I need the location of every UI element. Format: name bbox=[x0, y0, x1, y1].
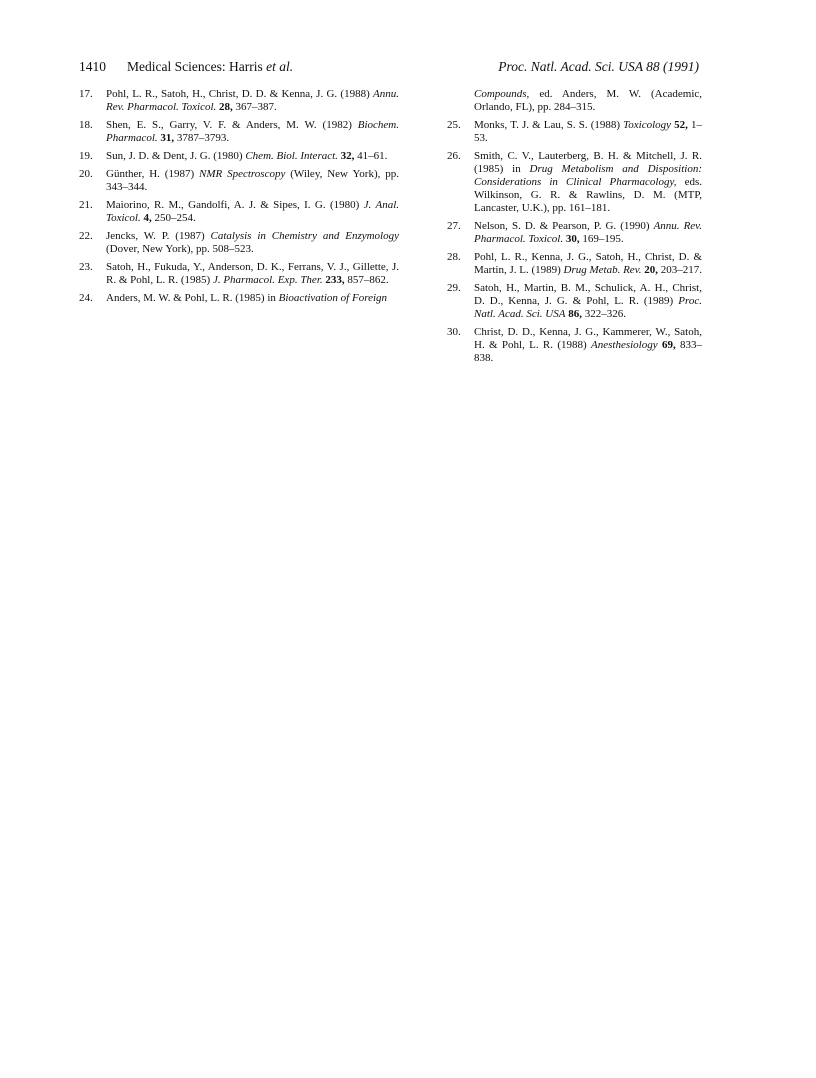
reference-journal: J. Pharmacol. Exp. Ther. bbox=[212, 274, 323, 286]
reference-authors: Anders, M. W. & Pohl, L. R. (1985) in bbox=[106, 292, 276, 304]
reference-pages: 322–326. bbox=[584, 308, 626, 320]
reference-item bbox=[447, 119, 702, 145]
reference-authors: Günther, H. (1987) bbox=[106, 168, 195, 180]
reference-journal: Bioactivation of Foreign bbox=[278, 292, 388, 304]
reference-pages: 833–838. bbox=[474, 339, 703, 364]
reference-volume: 69, bbox=[661, 339, 676, 351]
reference-volume: 233, bbox=[325, 274, 345, 286]
reference-pages: 857–862. bbox=[347, 274, 389, 286]
reference-item bbox=[79, 119, 399, 145]
reference-authors: Satoh, H., Fukuda, Y., Anderson, D. K., Ferrans, V. J., Gillette, J. R. & Pohl, L. R. (1985) bbox=[106, 261, 399, 286]
et-al: et al. bbox=[266, 59, 294, 74]
reference-authors: Sun, J. D. & Dent, J. G. (1980) bbox=[106, 150, 243, 162]
reference-pages: 169–195. bbox=[582, 233, 624, 245]
reference-item bbox=[79, 261, 399, 287]
reference-journal: J. Anal. Toxicol. bbox=[106, 199, 399, 224]
reference-item bbox=[79, 168, 399, 194]
journal-citation: Proc. Natl. Acad. Sci. USA 88 (1991) bbox=[498, 59, 699, 74]
reference-volume: 86, bbox=[568, 308, 582, 320]
reference-number: 25. bbox=[447, 119, 461, 131]
reference-item bbox=[79, 230, 399, 256]
section-label: Medical Sciences: Harris bbox=[127, 59, 263, 74]
reference-authors: Shen, E. S., Garry, V. F. & Anders, M. W. (1982) bbox=[106, 119, 352, 131]
reference-pages: (Dover, New York), pp. 508–523. bbox=[106, 243, 254, 255]
reference-number: 23. bbox=[79, 261, 93, 273]
reference-journal: Annu. Rev. Pharmacol. Toxicol. bbox=[474, 220, 703, 245]
references-right-column bbox=[447, 88, 702, 370]
reference-journal: Anesthesiology bbox=[591, 339, 658, 351]
reference-item bbox=[79, 292, 399, 305]
reference-item bbox=[447, 251, 702, 277]
reference-authors: Satoh, H., Martin, B. M., Schulick, A. H., Christ, D. D., Kenna, J. G. & Pohl, L. R. (1989) bbox=[474, 282, 702, 307]
reference-item bbox=[79, 88, 399, 114]
reference-volume: 52, bbox=[674, 119, 688, 131]
reference-authors: Christ, D. D., Kenna, J. G., Kammerer, W., Satoh, H. & Pohl, L. R. (1988) bbox=[474, 326, 702, 351]
reference-pages: 250–254. bbox=[154, 212, 196, 224]
reference-number: 18. bbox=[79, 119, 93, 131]
reference-authors: Monks, T. J. & Lau, S. S. (1988) bbox=[474, 119, 621, 131]
reference-authors: Smith, C. V., Lauterberg, B. H. & Mitchell, J. R. (1985) in bbox=[474, 150, 702, 175]
reference-number: 22. bbox=[79, 230, 93, 242]
reference-item bbox=[447, 150, 702, 215]
reference-number: 27. bbox=[447, 220, 461, 232]
reference-number: 30. bbox=[447, 326, 461, 338]
reference-item bbox=[79, 199, 399, 225]
reference-authors: Maiorino, R. M., Gandolfi, A. J. & Sipes, I. G. (1980) bbox=[106, 199, 360, 211]
reference-pages: (Wiley, New York), pp. 343–344. bbox=[106, 168, 400, 193]
reference-item bbox=[447, 326, 702, 365]
reference-journal: Drug Metab. Rev. bbox=[563, 264, 642, 276]
reference-pages: 3787–3793. bbox=[176, 132, 230, 144]
reference-authors: Pohl, L. R., Satoh, H., Christ, D. D. & Kenna, J. G. (1988) bbox=[106, 88, 370, 100]
reference-pages: eds. Wilkinson, G. R. & Rawlins, D. M. (MTP, Lancaster, U.K.), pp. 161–181. bbox=[474, 176, 702, 214]
section-title bbox=[127, 58, 293, 76]
reference-journal: Chem. Biol. Interact. bbox=[245, 150, 338, 162]
reference-journal: Catalysis in Chemistry and Enzymology bbox=[210, 230, 399, 242]
reference-journal: Drug Metabolism and Disposition: Considerations in Clinical Pharmacology, bbox=[474, 163, 702, 188]
reference-number: 24. bbox=[79, 292, 93, 304]
reference-pages: 1–53. bbox=[474, 119, 703, 144]
running-header bbox=[79, 58, 699, 76]
reference-authors: Nelson, S. D. & Pearson, P. G. (1990) bbox=[474, 220, 650, 232]
reference-volume: 31, bbox=[160, 132, 175, 144]
reference-pages: ed. Anders, M. W. (Academic, Orlando, FL), pp. 284–315. bbox=[474, 88, 703, 113]
reference-number: 17. bbox=[79, 88, 93, 100]
reference-journal: Toxicology bbox=[623, 119, 672, 131]
reference-item bbox=[447, 282, 702, 321]
reference-number: 20. bbox=[79, 168, 93, 180]
reference-pages: 41–61. bbox=[357, 150, 388, 162]
reference-number: 28. bbox=[447, 251, 461, 263]
reference-number: 26. bbox=[447, 150, 461, 162]
reference-continuation bbox=[447, 88, 702, 114]
reference-authors: Pohl, L. R., Kenna, J. G., Satoh, H., Christ, D. & Martin, J. L. (1989) bbox=[474, 251, 702, 276]
reference-volume: 20, bbox=[644, 264, 659, 276]
reference-number: 19. bbox=[79, 150, 93, 162]
reference-journal: NMR Spectroscopy bbox=[199, 168, 286, 180]
reference-volume: 30, bbox=[565, 233, 580, 245]
reference-item bbox=[447, 220, 702, 246]
reference-item bbox=[79, 150, 399, 163]
reference-journal: Compounds, bbox=[474, 88, 530, 100]
reference-volume: 32, bbox=[340, 150, 355, 162]
reference-pages: 203–217. bbox=[660, 264, 703, 276]
references-left-column bbox=[79, 88, 399, 310]
reference-authors: Jencks, W. P. (1987) bbox=[106, 230, 205, 242]
reference-volume: 28, bbox=[219, 101, 233, 113]
reference-journal: Annu. Rev. Pharmacol. Toxicol. bbox=[106, 88, 399, 113]
reference-journal: Proc. Natl. Acad. Sci. USA bbox=[474, 295, 703, 320]
reference-journal: Biochem. Pharmacol. bbox=[106, 119, 399, 144]
reference-number: 21. bbox=[79, 199, 93, 211]
reference-volume: 4, bbox=[143, 212, 152, 224]
reference-pages: 367–387. bbox=[235, 101, 277, 113]
reference-number: 29. bbox=[447, 282, 461, 294]
page-number: 1410 bbox=[79, 59, 106, 74]
